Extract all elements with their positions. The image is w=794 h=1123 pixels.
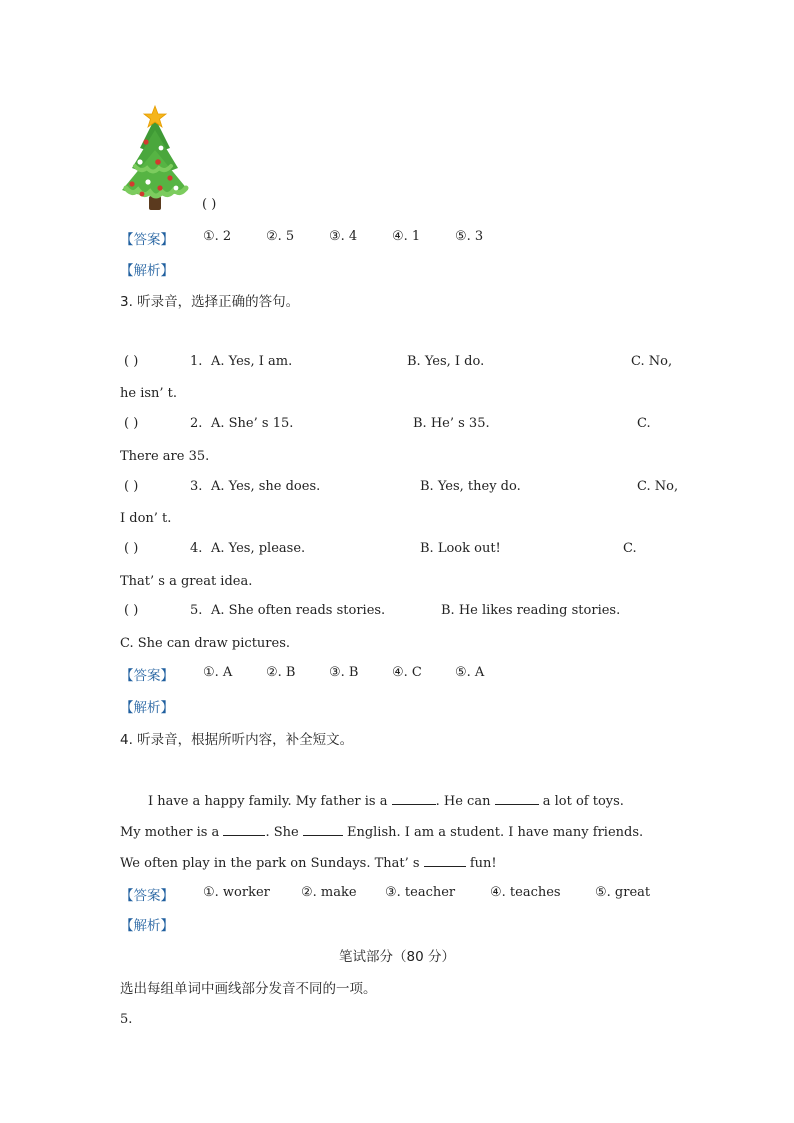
passage-text: . He can	[435, 794, 491, 809]
q3-item-2-option-c-cont: There are 35.	[120, 449, 210, 464]
q3-item-5-num: 5.	[190, 603, 203, 618]
answer-item: ②. B	[266, 665, 296, 680]
analysis-label: 【解析】	[120, 700, 174, 716]
q3-item-3-paren: ( )	[124, 479, 139, 494]
q3-item-1-option-b: B. Yes, I do.	[407, 354, 485, 369]
q3-item-4-paren: ( )	[124, 541, 139, 556]
answer-item: ①. worker	[203, 885, 270, 900]
passage-text: My mother is a	[120, 825, 220, 840]
q3-item-4-num: 4.	[190, 541, 203, 556]
q3-item-3-option-a: A. Yes, she does.	[211, 479, 321, 494]
fill-blank-3[interactable]	[223, 823, 265, 836]
q3-item-2-paren: ( )	[124, 416, 139, 431]
q3-item-3-option-b: B. Yes, they do.	[420, 479, 521, 494]
answer-item: ④. 1	[392, 229, 421, 244]
passage-text: fun!	[469, 856, 497, 871]
q3-item-4-option-c-cont: That’ s a great idea.	[120, 574, 253, 589]
question-3-title: 3. 听录音，选择正确的答句。	[120, 294, 300, 310]
written-instruction: 选出每组单词中画线部分发音不同的一项。	[120, 981, 377, 997]
q3-item-1-option-c-cont: he isn’ t.	[120, 386, 178, 401]
answer-item: ⑤. 3	[455, 229, 484, 244]
q3-item-3-option-c: C. No,	[637, 479, 679, 494]
q3-item-4-option-b: B. Look out!	[420, 541, 501, 556]
passage-text: I have a happy family. My father is a	[148, 794, 388, 809]
passage-text: We often play in the park on Sundays. That’ s	[120, 856, 420, 871]
q3-item-4-option-c: C.	[623, 541, 637, 556]
answer-item: ⑤. A	[455, 665, 485, 680]
passage-text: English. I am a student. I have many friends.	[346, 825, 644, 840]
fill-blank-2[interactable]	[495, 792, 539, 805]
q3-item-1-option-c: C. No,	[631, 354, 673, 369]
question-5-number: 5.	[120, 1012, 133, 1027]
passage-text: . She	[265, 825, 299, 840]
q4-passage-line-1	[148, 792, 624, 809]
q3-item-5-option-c: C. She can draw pictures.	[120, 636, 291, 651]
answer-label: 【答案】	[120, 888, 174, 904]
q3-item-3-num: 3.	[190, 479, 203, 494]
q3-item-2-option-c: C.	[637, 416, 651, 431]
q4-passage-line-2	[120, 823, 643, 840]
q3-item-2-option-a: A. She’ s 15.	[211, 416, 294, 431]
fill-blank-5[interactable]	[424, 854, 466, 867]
answer-label: 【答案】	[120, 668, 174, 684]
q3-item-2-num: 2.	[190, 416, 203, 431]
answer-item: ③. 4	[329, 229, 358, 244]
q3-item-1-paren: ( )	[124, 354, 139, 369]
answer-item: ④. teaches	[490, 885, 561, 900]
q3-item-2-option-b: B. He’ s 35.	[413, 416, 490, 431]
answer-item: ⑤. great	[595, 885, 651, 900]
answer-item: ②. 5	[266, 229, 295, 244]
q3-item-3-option-c-cont: I don’ t.	[120, 511, 172, 526]
answer-label: 【答案】	[120, 232, 174, 248]
analysis-label: 【解析】	[120, 263, 174, 279]
fill-blank-1[interactable]	[392, 792, 436, 805]
answer-item: ①. A	[203, 665, 233, 680]
q3-item-5-paren: ( )	[124, 603, 139, 618]
fill-blank-4[interactable]	[303, 823, 343, 836]
christmas-tree-image	[118, 104, 192, 212]
passage-text: a lot of toys.	[542, 794, 624, 809]
question-4-title: 4. 听录音，根据所听内容，补全短文。	[120, 732, 354, 748]
q3-item-1-num: 1.	[190, 354, 203, 369]
tree-answer-paren: ( )	[202, 197, 217, 212]
q4-passage-line-3	[120, 854, 497, 871]
answer-item: ③. B	[329, 665, 359, 680]
answer-item: ④. C	[392, 665, 422, 680]
q3-item-1-option-a: A. Yes, I am.	[211, 354, 293, 369]
q3-item-4-option-a: A. Yes, please.	[211, 541, 306, 556]
written-section-title: 笔试部分（80 分）	[339, 949, 455, 965]
answer-item: ②. make	[301, 885, 357, 900]
answer-item: ③. teacher	[385, 885, 456, 900]
answer-item: ①. 2	[203, 229, 232, 244]
q3-item-5-option-a: A. She often reads stories.	[211, 603, 386, 618]
analysis-label: 【解析】	[120, 918, 174, 934]
q3-item-5-option-b: B. He likes reading stories.	[441, 603, 621, 618]
